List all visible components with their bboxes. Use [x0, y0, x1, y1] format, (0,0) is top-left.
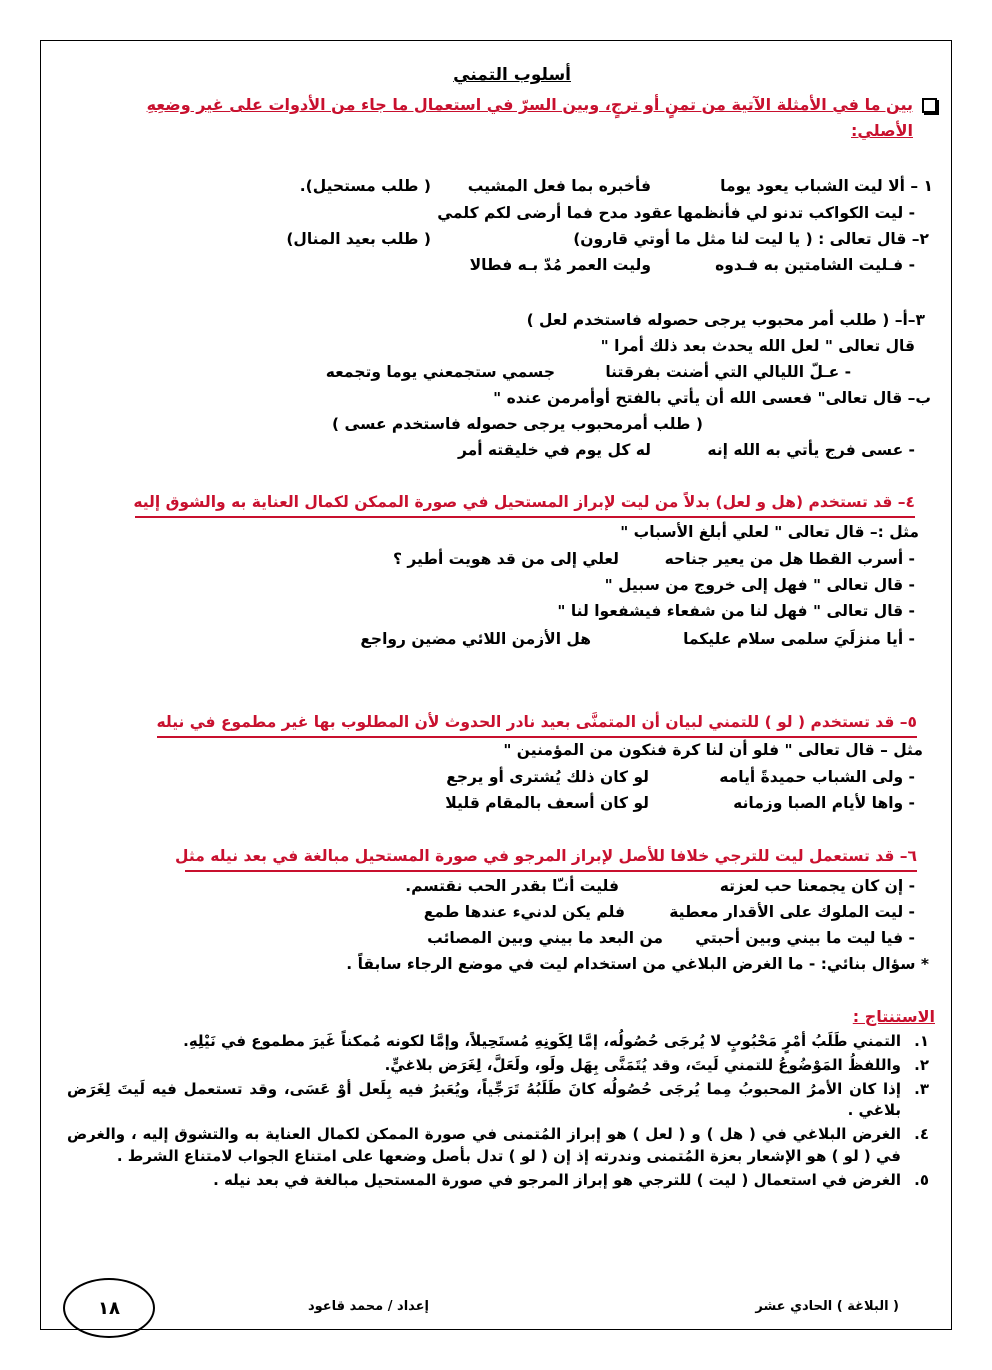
conclusion-item: ٤. الغرض البلاغي في ( هل ) و ( لعل ) هو إبراز المُتمنى في صورة الممكن لكمال العناية به والتشوق إليه ، والغرض في ( لو ) هو الإشعار بعزة المُتمنى وندرته إذ إن ( لو ) تدل بأصل وضعها على امتناع الجواب لامتناع الشرط .	[67, 1125, 929, 1165]
s4-row3: - قال تعالى " فهل إلى خروج من سبيل "	[604, 576, 915, 594]
s4-row4: - قال تعالى " فهل لنا من شفعاء فيشفعوا لنا "	[557, 602, 915, 620]
s6-row2-right: - ليت الملوك على الأقدار معطية	[669, 903, 915, 921]
s6-heading: ٦– قد تستعمل ليت للترجي خلافا للأصل لإبراز المرجو في صورة المستحيل مبالغة في بعد نيله مثل	[175, 847, 917, 865]
s1-row1-left: ( طلب مستحيل).	[299, 177, 431, 195]
s1-row3-left: ( طلب بعيد المنال)	[286, 230, 431, 248]
page-number: ١٨	[98, 1297, 120, 1319]
instruction-line-2: الأصلي:	[851, 121, 913, 140]
s5-heading: ٥– قد تستخدم ( لو ) للتمني لبيان أن المتمنَّى بعيد نادر الحدوث لأن المطلوب بها غير مطموع في نيله	[156, 713, 917, 731]
s5-row3-left: لو كان أسعف بالمقام قليلا	[445, 794, 649, 812]
s1-row2-mid: عقود مدح فما أرضى لكم كلمي	[437, 204, 673, 222]
s3-row5: ( طلب أمرمحبوب يرجى حصوله فاستخدم عسى )	[332, 415, 703, 433]
s1-row1-right: ١ – ألا ليت الشباب يعود يوما	[720, 177, 933, 195]
s4-row5-left: هل الأزمن اللائي مضين رواجع	[360, 630, 591, 648]
conclusion-item: ٥. الغرض في استعمال ( ليت ) للترجي هو إبراز المرجو في صورة المستحيل مبالغة في بعد نيله .	[213, 1170, 929, 1189]
s1-row4-mid: وليت العمر مُدّ بـه فطالا	[469, 256, 651, 274]
s6-row1-right: - إن كان يجمعنا حب لعزته	[719, 877, 915, 895]
s3-row6-right: - عسى فرج يأتي به الله إنه	[707, 441, 915, 459]
s1-row3-right: ٢– قال تعالى : ( يا ليت لنا مثل ما أوتي قارون)	[573, 230, 929, 248]
page-title: أسلوب التمني	[453, 65, 571, 85]
s3-row6-left: له كل يوم في خليقته أمر	[457, 441, 651, 459]
conclusion-list	[67, 1031, 929, 1193]
page-number-oval	[63, 1278, 155, 1338]
s3-row1: ٣–أ– ( طلب أمر محبوب يرجى حصوله فاستخدم لعل )	[526, 311, 925, 329]
s6-heading-underline	[185, 870, 917, 872]
s4-row5-right: - أيا منزلَيَ سلمى سلام عليكما	[683, 630, 915, 648]
s5-row2-left: لو كان ذلك يُشترى أو يرجع	[446, 768, 649, 786]
s5-heading-underline	[157, 736, 917, 738]
worksheet-page	[40, 40, 952, 1330]
conclusion-item: ١. التمني طَلَبُ أمْرٍ مَحْبُوبٍ لا يُرجَى حُصُولُه، إمَّا لِكَونِهِ مُستَحِيلاً، وإمَّا لكونه مُمكناً غَيرَ مطموع في نَيْلِهِ.	[183, 1032, 929, 1050]
s5-row1: مثل – قال تعالى " فلو أن لنا كرة فنكون من المؤمنين "	[503, 741, 923, 759]
s6-row2-left: فلم يكن لدنيء عندها طمع	[423, 903, 625, 921]
s4-row2-right: - أسرب القطا هل من يعير جناحه	[664, 550, 915, 568]
s3-row2: قال تعالى " لعل الله يحدث بعد ذلك أمرا "	[600, 337, 915, 355]
s6-row1-left: فليت أنـّا بقدر الحب نقتسم.	[405, 877, 619, 895]
s3-row3-left: جسمي ستجمعني يوما وتجمعه	[325, 363, 555, 381]
s6-row3-left: من البعد ما بيني وبين المصائب	[427, 929, 663, 947]
footer-subject: ( البلاغة ) الحادي عشر	[755, 1299, 899, 1314]
conclusion-heading: الاستنتاج :	[852, 1007, 935, 1026]
s1-row4-right: - فـليت الشامتين به فـدوه	[715, 256, 915, 274]
s4-row2-left: لعلي إلى من قد هويت أطير ؟	[393, 550, 619, 568]
s1-row1-mid: فأخبره بما فعل المشيب	[467, 177, 651, 195]
s4-heading-underline	[135, 516, 915, 518]
s6-row3-right: - فيا ليت ما بيني وبين أحبتي	[695, 929, 915, 947]
s3-row4: ب– قال تعالى" فعسى الله أن يأتي بالفتح أوأمرمن عنده "	[493, 389, 931, 407]
conclusion-item: ٢. واللفظُ المَوْضُوعُ للتمني لَيتَ، وقد يُتَمَنَّى بِهَل ولَو، ولَعَلَّ، لِغَرَض بلاغيٍّ.	[384, 1055, 929, 1074]
checkbox-icon	[922, 98, 937, 113]
conclusion-item: ٣. إذا كان الأمرُ المحبوبُ مِما يُرجَى حُصُولُه كانَ طَلَبُهُ تَرَجِّياً، ويُعَبرُ فيه بِلَعل أوْ عَسَى، وقد تستعمل فيه لَيتَ لِغَرَض بلاغي .	[67, 1079, 929, 1120]
s5-row2-right: - ولى الشباب حميدةً أيامه	[719, 768, 915, 786]
instruction-line-1: بين ما في الأمثلة الآتية من تمنٍ أو ترجٍ، وبين السرّ في استعمال ما جاء من الأدوات على غير وضعِهِ	[146, 95, 913, 114]
s3-row3-right: - عـلّ الليالي التي أضنت بفرقتنا	[605, 363, 851, 381]
s1-row2-right: - ليت الكواكب تدنو لي فأنظمها	[677, 204, 915, 222]
s4-heading: ٤– قد تستخدم (هل و لعل) بدلاً من ليت لإبراز المستحيل في صورة الممكن لكمال العناية به والشوق إليه	[133, 493, 915, 511]
s6-question: * سؤال بنائي: - ما الغرض البلاغي من استخدام ليت في موضع الرجاء سابقاً .	[346, 955, 929, 973]
s5-row3-right: - واها لأيام الصبا وزمانه	[733, 794, 915, 812]
s4-row1: مثل :– قال تعالى " لعلي أبلغ الأسباب "	[620, 523, 919, 541]
footer-author: إعداد / محمد قاعود	[307, 1299, 429, 1314]
